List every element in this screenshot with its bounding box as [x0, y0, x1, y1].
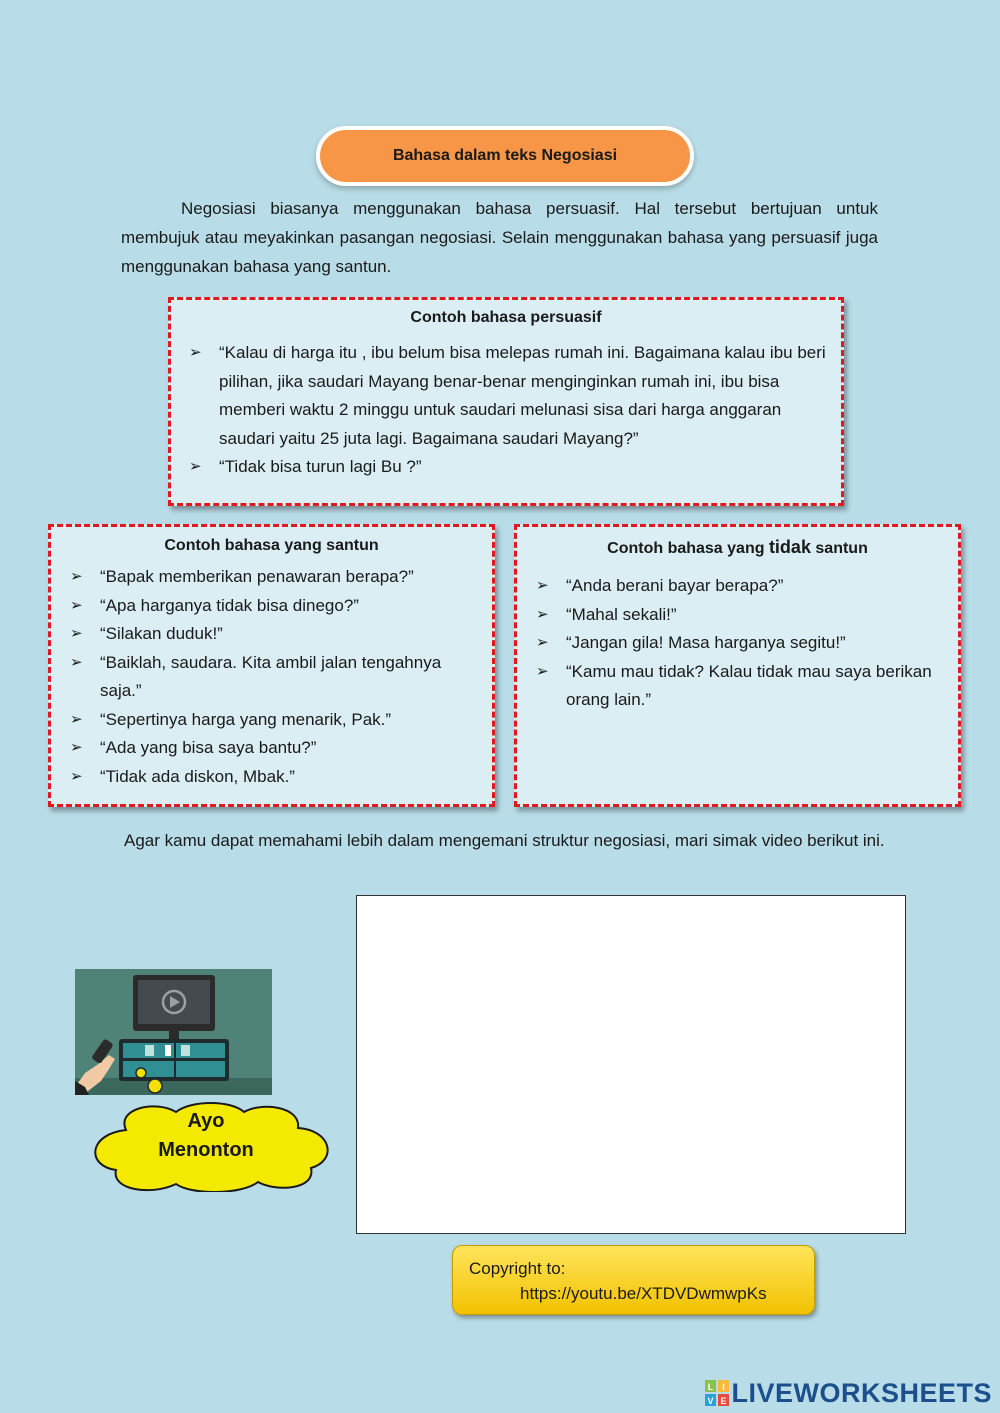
watch-badge [86, 1107, 326, 1165]
arrow-bullet-icon: ➢ [70, 710, 83, 728]
list-item [189, 339, 827, 453]
impolite-heading-emphasis: tidak [768, 537, 811, 557]
list-item-text: “Silakan duduk!” [100, 624, 223, 643]
list-item-text: “Tidak ada diskon, Mbak.” [100, 766, 295, 786]
list-item [70, 592, 482, 621]
impolite-heading [517, 537, 958, 558]
arrow-bullet-icon: ➢ [70, 767, 83, 785]
impolite-heading-post: santun [810, 540, 868, 557]
list-item [536, 601, 944, 630]
impolite-examples-box [514, 524, 961, 807]
list-item [536, 629, 944, 658]
arrow-bullet-icon: ➢ [70, 739, 83, 756]
liveworksheets-logo-icon [705, 1380, 729, 1406]
list-item [70, 563, 482, 592]
arrow-bullet-icon: ➢ [536, 577, 549, 594]
video-player-frame[interactable] [356, 895, 906, 1234]
impolite-list [536, 572, 944, 715]
tv-icon [75, 969, 272, 1095]
list-item [536, 572, 944, 601]
polite-heading: Contoh bahasa yang santun [164, 537, 379, 554]
arrow-bullet-icon: ➢ [70, 625, 83, 642]
arrow-bullet-icon: ➢ [536, 634, 549, 651]
list-item [70, 706, 482, 735]
persuasive-heading: Contoh bahasa persuasif [410, 309, 602, 326]
list-item-text: “Apa harganya tidak bisa dinego?” [100, 595, 359, 615]
logo-letter: L [708, 1382, 714, 1392]
list-item-text: “Jangan gila! Masa harganya segitu!” [566, 633, 846, 652]
copyright-label: Copyright to: [469, 1259, 566, 1278]
section-title [316, 126, 694, 186]
list-item [70, 763, 482, 792]
arrow-bullet-icon: ➢ [70, 596, 83, 614]
arrow-bullet-icon: ➢ [536, 662, 549, 680]
list-item-text: “Bapak memberikan penawaran berapa?” [100, 567, 414, 586]
list-item-text: “Kalau di harga itu , ibu belum bisa melepas rumah ini. Bagaimana kalau ibu beri pilihan, jika saudari Mayang benar-benar menginginkan rumah ini, ibu bisa memberi waktu 2 minggu untuk saudari melunasi sisa dari harga anggaran saudari yaitu 25 juta lagi. Bagaimana saudari Mayang?” [219, 343, 826, 448]
logo-letter: V [707, 1396, 714, 1406]
brand-name: LIVEWORKSHEETS [731, 1377, 992, 1408]
list-item-text: “Kamu mau tidak? Kalau tidak mau saya berikan orang lain.” [566, 661, 932, 709]
impolite-heading-pre: Contoh bahasa yang [607, 540, 769, 557]
list-item [536, 658, 944, 715]
intro-paragraph: Negosiasi biasanya menggunakan bahasa persuasif. Hal tersebut bertujuan untuk membujuk atau meyakinkan pasangan negosiasi. Selain menggunakan bahasa yang persuasif juga menggunakan bahasa yang santun. [121, 199, 878, 276]
video-intro-paragraph: Agar kamu dapat memahami lebih dalam mengemani struktur negosiasi, mari simak video berikut ini. [124, 831, 885, 850]
list-item [189, 453, 827, 482]
copyright-link[interactable]: https://youtu.be/XTDVDwmwpKs [520, 1284, 767, 1303]
arrow-bullet-icon: ➢ [70, 568, 83, 585]
list-item-text: “Baiklah, saudara. Kita ambil jalan tengahnya saja.” [100, 652, 442, 700]
polite-list [70, 563, 482, 791]
logo-letter: E [720, 1396, 727, 1406]
section-title-text: Bahasa dalam teks Negosiasi [392, 147, 618, 164]
arrow-bullet-icon: ➢ [70, 653, 83, 671]
watch-badge-line2: Menonton [158, 1139, 254, 1161]
copyright-box [452, 1245, 815, 1315]
brand-logo [705, 1377, 992, 1409]
persuasive-examples-box [168, 297, 844, 506]
list-item [70, 649, 482, 706]
list-item-text: “Mahal sekali!” [566, 604, 677, 624]
watching-tv-illustration [75, 969, 272, 1100]
list-item-text: “Ada yang bisa saya bantu?” [100, 738, 317, 757]
list-item [70, 620, 482, 649]
list-item-text: “Anda berani bayar berapa?” [566, 576, 784, 595]
watch-badge-line1: Ayo [187, 1110, 225, 1132]
arrow-bullet-icon: ➢ [189, 344, 202, 361]
polite-examples-box [48, 524, 495, 807]
list-item-text: “Sepertinya harga yang menarik, Pak.” [100, 709, 392, 729]
list-item [70, 734, 482, 763]
arrow-bullet-icon: ➢ [189, 458, 202, 475]
list-item-text: “Tidak bisa turun lagi Bu ?” [219, 457, 422, 476]
logo-letter: I [722, 1382, 726, 1392]
persuasive-list [189, 339, 827, 482]
arrow-bullet-icon: ➢ [536, 605, 549, 623]
